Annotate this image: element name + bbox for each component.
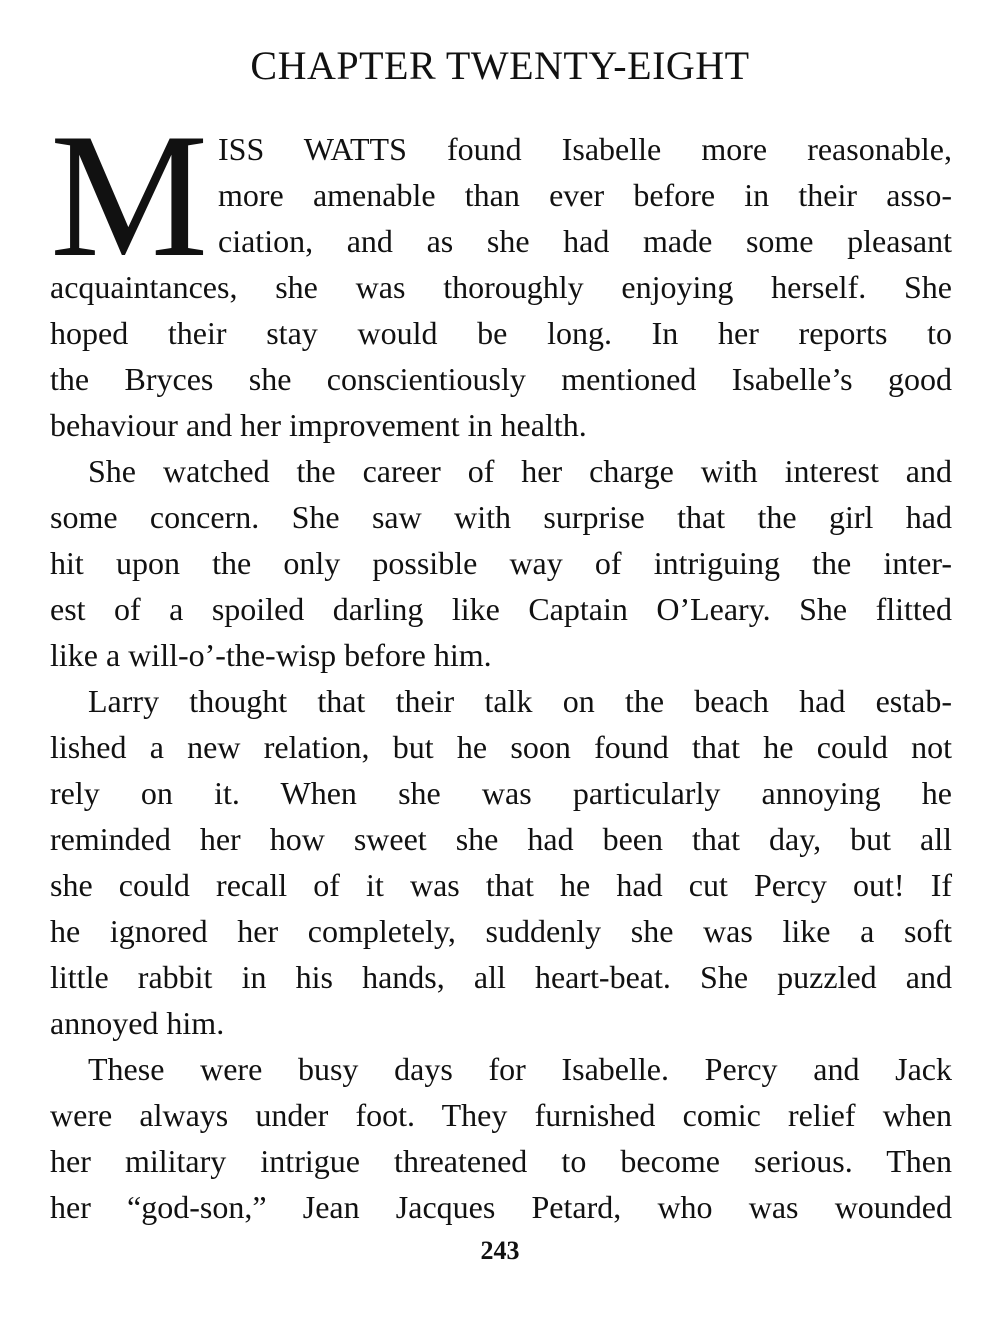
chapter-body (50, 96, 952, 1230)
chapter-title: CHAPTER TWENTY-EIGHT (250, 43, 750, 88)
paragraph-1 (50, 96, 952, 448)
text-line: hit upon the only possible way of intriguing the inter- (50, 545, 952, 581)
text-line: ciation, and as she had made some pleasant (218, 223, 952, 259)
text-line: annoyed him. (50, 1005, 225, 1041)
text-line: reminded her how sweet she had been that day, but all (50, 821, 952, 857)
text-line: acquaintances, she was thoroughly enjoying herself. She (50, 269, 952, 305)
paragraph-2 (50, 448, 952, 678)
text-line: behaviour and her improvement in health. (50, 407, 587, 443)
page-number: 243 (480, 1236, 520, 1265)
text-line: he ignored her completely, suddenly she was like a soft (50, 913, 952, 949)
text-line: the Bryces she conscientiously mentioned Isabelle’s good (50, 361, 952, 397)
text-line: She watched the career of her charge with interest and (88, 453, 952, 489)
text-line: some concern. She saw with surprise that the girl had (50, 499, 952, 535)
text-line: more amenable than ever before in their asso- (218, 177, 952, 213)
text-line: These were busy days for Isabelle. Percy and Jack (88, 1051, 952, 1087)
text-line: little rabbit in his hands, all heart-beat. She puzzled and (50, 959, 952, 995)
drop-cap-initial: M (50, 96, 209, 294)
text-line: like a will-o’-the-wisp before him. (50, 637, 492, 673)
text-line: ISS WATTS found Isabelle more reasonable, (218, 131, 952, 167)
paragraph-3 (50, 678, 952, 1046)
text-line: lished a new relation, but he soon found that he could not (50, 729, 952, 765)
text-line: est of a spoiled darling like Captain O’Leary. She flitted (50, 591, 952, 627)
text-line: she could recall of it was that he had cut Percy out! If (50, 867, 952, 903)
text-line: her military intrigue threatened to become serious. Then (50, 1143, 952, 1179)
text-line: were always under foot. They furnished comic relief when (50, 1097, 952, 1133)
text-line: Larry thought that their talk on the beach had estab- (88, 683, 952, 719)
text-line: hoped their stay would be long. In her reports to (50, 315, 952, 351)
text-line: rely on it. When she was particularly annoying he (50, 775, 952, 811)
paragraph-4 (50, 1046, 952, 1230)
text-line: her “god-son,” Jean Jacques Petard, who was wounded (50, 1189, 952, 1225)
